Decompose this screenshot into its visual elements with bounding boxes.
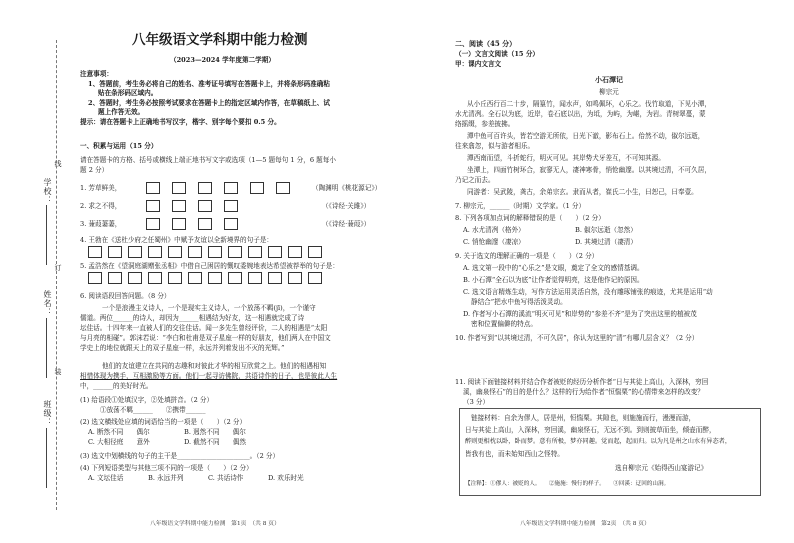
reading-line-1: 从小丘西行百二十步，隔篁竹，闻水声，如鸣佩环，心乐之。伐竹取道，下见小潭， bbox=[467, 100, 711, 108]
name-line bbox=[46, 318, 47, 378]
sub-question-1-blanks[interactable]: ①放荡不羁______ ②携带______ bbox=[100, 406, 206, 414]
link-line-4: 皆我有也，而未始知西山之怪特。 bbox=[465, 450, 564, 458]
passage-line-1: 一个是浪漫主义诗人，一个是现实主义诗人，一个放荡不羁(jī)，一个谨守 bbox=[102, 304, 316, 312]
notice-heading: 注意事项： bbox=[80, 70, 113, 78]
sub-question-3: (3) 选文中划横线的句子的主干是______________________。（2 分） bbox=[80, 452, 280, 460]
option-8c[interactable]: C. 悄怆幽邃（凄凉） bbox=[463, 238, 525, 246]
option-8a[interactable]: A. 水尤清冽（格外） bbox=[463, 226, 525, 234]
notice-item-2: 2、答题时，考生务必按照考试要求在答题卡上的指定区域内作答，在草稿纸上、试 bbox=[88, 99, 330, 107]
q2-text: 2. 求之不得， bbox=[80, 202, 122, 210]
option-4b[interactable]: B. 永远并列 bbox=[148, 474, 184, 482]
reading-line-3: 络摇缀，参差披拂。 bbox=[455, 120, 515, 128]
reading-line-5: 往来翕忽，似与游者相乐。 bbox=[455, 142, 535, 150]
reading-line-6: 潭西南而望，斗折蛇行，明灭可见。其岸势犬牙差互，不可知其源。 bbox=[467, 154, 665, 162]
school-label: 学校： bbox=[43, 178, 52, 205]
passage-line-5: 学史上的地位就跟天上的双子星座一样，永远并列着发出不灭的光辉。” bbox=[80, 344, 285, 352]
q3-answer-boxes[interactable] bbox=[146, 218, 238, 230]
option-9d-cont: 密和位置偏僻的特点。 bbox=[471, 320, 537, 328]
reading-line-2: 水尤清冽。全石以为底，近岸，卷石底以出，为坻，为屿，为嵁，为岩。青树翠蔓，蒙 bbox=[455, 110, 706, 118]
exam-title: 八年级语文学科期中能力检测 bbox=[132, 32, 308, 48]
sub-question-4: (4) 下列短语类型与其他三项不同的一项是（ ）（2 分） bbox=[80, 464, 253, 472]
option-2b[interactable]: B. 迥然不同 偶尔 bbox=[184, 428, 246, 436]
class-label: 班级： bbox=[43, 400, 52, 427]
option-2d[interactable]: D. 截然不同 偶然 bbox=[184, 438, 246, 446]
section-2-heading: 二、阅读（45 分） bbox=[455, 39, 517, 48]
passage-line-8: 中，______的美好时光。 bbox=[80, 382, 153, 390]
question-8: 8. 下列各项加点词的解释错误的是（ ）（2 分） bbox=[455, 214, 605, 222]
cut-mark-bind: 装 bbox=[54, 368, 62, 376]
option-2c[interactable]: C. 大相径庭 意外 bbox=[88, 438, 150, 446]
cut-dashed-line bbox=[56, 40, 57, 510]
option-8d[interactable]: D. 其境过清（凄清） bbox=[575, 238, 637, 246]
question-10: 10. 作者写到“以其境过清，不可久居”，你认为这里的“清”有哪几层含义？（2 分） bbox=[455, 334, 699, 342]
option-8b[interactable]: B. 俶尔远逝（忽然） bbox=[575, 226, 637, 234]
passage-line-2: 儒道。两位______的诗人，却因为______相遇结为好友，这一相遇就完成了诗 bbox=[80, 314, 305, 322]
exam-subtitle: （2023—2024 学年度第二学期） bbox=[170, 56, 275, 64]
page-one-footer: 八年级语文学科期中能力检测 第1页 （共 8 页） bbox=[150, 521, 280, 527]
passage-title: 小石潭记 bbox=[595, 75, 623, 84]
passage-line-6: 他们的友谊建立在共同的志趣和对彼此才华的相互欣赏之上。他们的相遇相知 bbox=[102, 362, 327, 370]
passage-line-4: 与月亮的相碰”。郭沫若说：“李白和杜甫是双子星座一样的好朋友，他们两人在中国文 bbox=[80, 334, 331, 342]
link-line-1: 链接材料：自余为僇人，居是州，恒惴栗。其隙也，则施施而行，漫漫而游， bbox=[471, 414, 696, 422]
question-9: 9. 关于选文的理解正确的一项是（ ）（2 分） bbox=[455, 252, 599, 260]
link-line-2: 日与其徒上高山，入深林，穷回溪，幽泉怪石，无远不到。到则披草而坐，倾壶而醉， bbox=[465, 426, 716, 434]
q3-source: （《诗经·蒹葭》） bbox=[322, 220, 371, 228]
section-2a-heading: （一）文言文阅读（15 分） bbox=[455, 50, 540, 58]
option-9d[interactable]: D. 作者写小石潭的溪流“明灭可见”和岸势的“参差不齐”是为了突出这里的植被茂 bbox=[463, 310, 697, 318]
reading-line-8: 乃记之而去。 bbox=[455, 176, 495, 184]
passage-line-3: 坛佳话。十四年来一直被人们的交往佳话。闻一多先生曾经评价，二人的相遇是“太阳 bbox=[80, 324, 328, 332]
q2-source: （《诗经·关雎》） bbox=[322, 202, 371, 210]
reading-line-9: 同游者：吴武陵，龚古，余弟宗玄。隶而从者，崔氏二小生，曰恕己，曰奉壹。 bbox=[467, 188, 698, 196]
option-4c[interactable]: C. 共话诗作 bbox=[208, 474, 244, 482]
q5-answer-boxes[interactable] bbox=[88, 272, 322, 284]
sub-question-2: (2) 选文横线处应填的词语恰当的一项是（ ）（2 分） bbox=[80, 418, 247, 426]
question-11-cont: 溪，幽泉怪石”的目的是什么？这样的行为给作者“恒惴栗”的心情带来怎样的改变？ bbox=[463, 388, 704, 396]
q1-text: 1. 芳草鲜美， bbox=[80, 184, 122, 192]
sub-question-1: (1) 给语段①处填汉字，②处填拼音。（2 分） bbox=[80, 396, 214, 404]
passage-line-7: 相惜体现为携手，互相激励等方面。他们一起寻访佛院，共语诗作的日子，也是彼此人生 bbox=[80, 372, 338, 380]
option-9b[interactable]: B. 小石潭“全石以为底”让作者觉得明亮，这是他作记的原因。 bbox=[463, 276, 644, 284]
cut-mark-order: 订 bbox=[54, 264, 62, 272]
question-11-score: （3 分） bbox=[463, 398, 490, 406]
tip-line: 提示：请在答题卡上正确地书写汉字，楷字、别字每个要扣 0.5 分。 bbox=[80, 118, 281, 126]
question-11: 11. 阅读下面链接材料并结合作者被贬的经历分析作者“日与其徒上高山，入深林，穷回 bbox=[455, 378, 709, 386]
link-note: 【注释】：①僇人：被贬的人。 ②施施：慢行的样子。 ③回溪：迂回的山涧。 bbox=[465, 481, 670, 487]
reading-line-4: 潭中鱼可百许头，皆若空游无所依，日光下澈，影布石上。佁然不动，俶尔远逝， bbox=[467, 132, 705, 140]
name-label: 姓名： bbox=[43, 290, 52, 317]
q3-text: 3. 蒹葭萋萋， bbox=[80, 220, 122, 228]
q1-source: （陶渊明《桃花源记》） bbox=[312, 184, 382, 192]
option-9a[interactable]: A. 选文第一段中的“心乐之”是文眼，奠定了全文的感情基调。 bbox=[463, 264, 644, 272]
page-two-footer: 八年级语文学科期中能力检测 第2页 （共 8 页） bbox=[520, 521, 650, 527]
notice-item-1: 1、答题前，考生务必将自己的姓名、准考证号填写在答题卡上，并将条形码准确粘 bbox=[88, 80, 330, 88]
link-line-3: 醉则更相枕以卧，卧而梦。意有所极，梦亦同趣。觉而起，起而归。以为凡是州之山水有异态者， bbox=[465, 438, 732, 445]
passage-author: 柳宗元 bbox=[599, 88, 619, 96]
q4-text: 4. 王勃在《送杜少府之任蜀州》中赋予友谊以全新境界的句子是： bbox=[80, 236, 274, 244]
option-4a[interactable]: A. 文坛佳话 bbox=[88, 474, 124, 482]
option-4d[interactable]: D. 欢乐时光 bbox=[268, 474, 304, 482]
class-line bbox=[46, 428, 47, 488]
link-source: 选自柳宗元《始得西山宴游记》 bbox=[615, 464, 708, 472]
section-1-heading: 一、积累与运用（15 分） bbox=[80, 142, 158, 150]
section-1-intro: 请在答题卡的方格、括号或横线上端正地书写文字或选项（1—5 题每句 1 分，6 题每小 bbox=[80, 156, 336, 164]
reading-line-7: 坐潭上，四面竹树环合，寂寥无人，凄神寒骨，悄怆幽邃。以其境过清，不可久居， bbox=[467, 166, 711, 174]
option-2a[interactable]: A. 断然不同 偶尔 bbox=[88, 428, 150, 436]
school-line bbox=[46, 205, 47, 265]
q6-heading: 6. 阅读语段回答问题。（8 分） bbox=[80, 292, 171, 300]
question-7: 7. 柳宗元，______（时期）文学家。（1 分） bbox=[455, 202, 586, 210]
section-1-intro-2: 题 2 分） bbox=[80, 166, 109, 174]
option-9c-cont: 静结合”把水中鱼写得活泼灵动。 bbox=[471, 298, 567, 306]
q1-answer-boxes[interactable] bbox=[146, 182, 290, 194]
section-2b-heading: 甲：课内文言文 bbox=[455, 60, 502, 68]
cut-mark-line: 线 bbox=[54, 160, 62, 168]
notice-item-1b: 贴在条形码区域内。 bbox=[98, 89, 158, 97]
q4-answer-boxes[interactable] bbox=[88, 246, 322, 258]
option-9c[interactable]: C. 选文语言精炼生动，写作方法运用灵活自然，没有雕琢铺张的痕迹，尤其是运用“动 bbox=[463, 288, 713, 296]
q2-answer-boxes[interactable] bbox=[146, 200, 238, 212]
binding-margin bbox=[0, 0, 62, 543]
q5-text: 5. 孟浩然在《望洞庭湖赠张丞相》中借自己困居的慨叹委婉地表达希望被荐举的句子是： bbox=[80, 262, 339, 270]
notice-item-2b: 题上作答无效。 bbox=[98, 108, 145, 116]
